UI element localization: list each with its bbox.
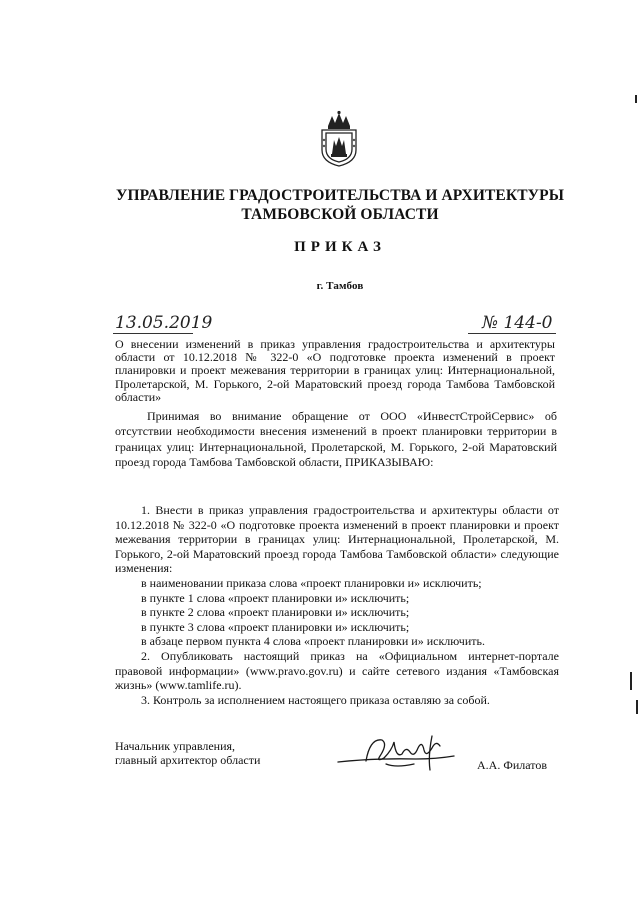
item-3: 3. Контроль за исполнением настоящего приказа оставляю за собой. [141,692,490,707]
order-items [115,503,559,707]
scan-edge-mark [630,672,632,690]
document-type-title: ПРИКАЗ [294,239,386,255]
change-line: в пункте 1 слова «проект планировки и» исключить; [141,590,410,605]
city-label: г. Тамбов [316,280,364,292]
signatory-name: А.А. Филатов [477,758,547,772]
item-2: 2. Опубликовать настоящий приказ на «Официальном интернет-портале правовой информации» (www.pravo.gov.ru) и сайте сетевого издания «Тамбовская жизнь» (www.tamlife.ru). [115,648,559,693]
coat-of-arms-icon [318,110,360,168]
scan-edge-mark [636,700,638,714]
item-1: 1. Внести в приказ управления градостроительства и архитектуры области от 10.12.2018 № 322-0 «О подготовке проекта изменений в проект планировки и проект межевания территории в границах улиц: Интернациональной, Пролетарской, М. Горького, 2-ой Маратовский проезд города Тамбова Тамбовской области» следующие изменения: [115,503,559,576]
organization-heading: УПРАВЛЕНИЕ ГРАДОСТРОИТЕЛЬСТВА И АРХИТЕКТУРЫ ТАМБОВСКОЙ ОБЛАСТИ [115,187,565,223]
signatory-position [115,740,260,767]
order-preamble: Принимая во внимание обращение от ООО «ИнвестСтройСервис» об отсутствии необходимости внесения изменений в проект планировки территории в границах улиц: Интернациональной, Пролетарской, М. Горького, 2-ой Маратовский проезд города Тамбова Тамбовской области, ПРИКАЗЫВАЮ: [115,409,557,470]
order-subject: О внесении изменений в приказ управления градостроительства и архитектуры области от 10.12.2018 № 322-0 «О подготовке проекта изменений в проект планировки и проект межевания территории в границах улиц: Интернациональной, Пролетарской, М. Горького, 2-ой Маратовский проезд города Тамбова Тамбовской области» [115,337,555,404]
handwritten-signature [336,728,464,774]
change-line: в наименовании приказа слова «проект планировки и» исключить; [141,575,482,590]
date-underline [113,333,193,334]
position-line-2: главный архитектор области [115,752,261,767]
position-line-1: Начальник управления, [115,739,236,753]
handwritten-date: 13.05.2019 [115,313,213,333]
scan-edge-mark [635,95,637,103]
change-line: в абзаце первом пункта 4 слова «проект планировки и» исключить. [141,634,485,649]
change-line: в пункте 2 слова «проект планировки и» исключить; [141,605,410,620]
handwritten-number: № 144-0 [482,313,553,333]
change-line: в пункте 3 слова «проект планировки и» исключить; [141,619,410,634]
number-underline [468,333,556,334]
